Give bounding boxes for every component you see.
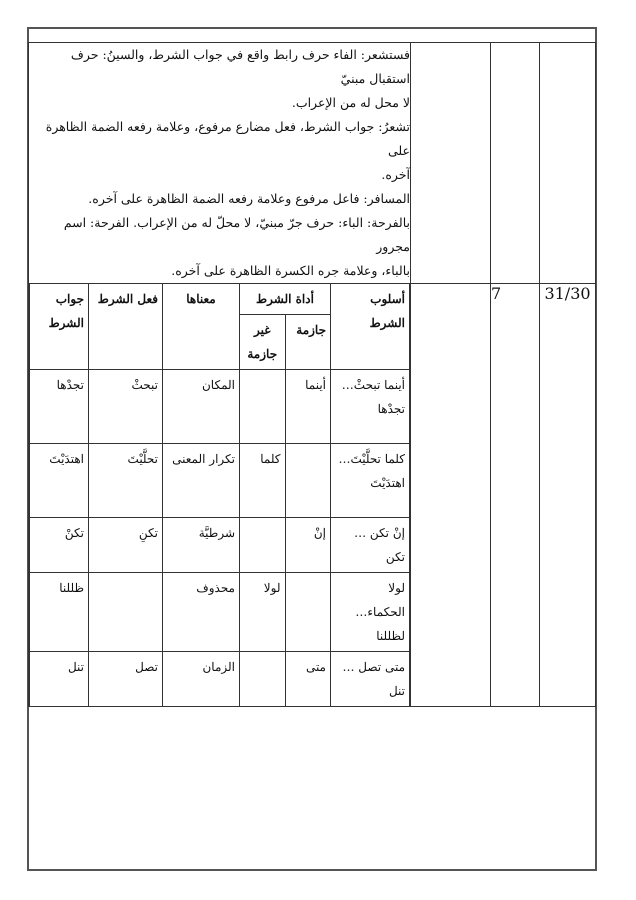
blank-cell: [411, 284, 491, 707]
table-row: [30, 518, 410, 573]
explanation-line: فستشعر: الفاء حرف رابط واقع في جواب الشرط، والسينُ: حرف استقبال مبنيّ: [70, 47, 410, 86]
header-ghair-jazima: غير جازمة: [240, 315, 286, 370]
explanation-cell: [29, 43, 411, 284]
cell-answer: ظللنا: [30, 573, 89, 652]
cell-meaning: المكان: [163, 370, 240, 444]
cell-ghair-jazima: لولا: [240, 573, 286, 652]
answer-key-table: [28, 42, 596, 707]
header-verb: فعل الشرط: [89, 284, 163, 370]
header-style: أسلوب الشرط: [331, 284, 410, 370]
condition-table: [29, 284, 410, 706]
table-row: [30, 370, 410, 444]
cell-verb: تبحثْ: [89, 370, 163, 444]
cell-meaning: شرطيَّة: [163, 518, 240, 573]
cell-answer: اهتدَيْتَ: [30, 444, 89, 518]
cell-jazima: [285, 444, 331, 518]
table-row: [30, 652, 410, 707]
cell-answer: تنل: [30, 652, 89, 707]
blank-cell: [411, 43, 491, 284]
cell-answer: تجدْها: [30, 370, 89, 444]
cell-meaning: محذوف: [163, 573, 240, 652]
explanation-line: بالفرحة: الباء: حرف جرّ مبنيّ، لا محلّ له من الإعراب. الفرحة: اسم مجرور: [63, 215, 410, 254]
cell-answer: تكنْ: [30, 518, 89, 573]
cell-ghair-jazima: كلما: [240, 444, 286, 518]
answer-row-explanation: [29, 43, 596, 284]
table-row: [30, 444, 410, 518]
page-cell: [540, 43, 596, 284]
explanation-line: المسافر: فاعل مرفوع وعلامة رفعه الضمة الظاهرة على آخره.: [88, 191, 410, 206]
explanation-line: آخره.: [381, 167, 410, 182]
cell-jazima: إنْ: [285, 518, 331, 573]
header-meaning: معناها: [163, 284, 240, 370]
cell-meaning: الزمان: [163, 652, 240, 707]
cell-style: متى تصل … تنل: [331, 652, 410, 707]
cell-jazima: متى: [285, 652, 331, 707]
answer-row-7: [29, 284, 596, 707]
question-number: 7: [491, 284, 540, 707]
cell-verb: [89, 573, 163, 652]
table-cell: [29, 284, 411, 707]
table-row: [30, 573, 410, 652]
cell-ghair-jazima: [240, 370, 286, 444]
mark-cell: [491, 43, 540, 284]
cell-verb: تحلَّيْتَ: [89, 444, 163, 518]
cell-jazima: أينما: [285, 370, 331, 444]
header-row: [30, 284, 410, 315]
cell-verb: تكنِ: [89, 518, 163, 573]
explanation-line: بالباء، وعلامة جره الكسرة الظاهرة على آخره.: [171, 263, 410, 278]
cell-ghair-jazima: [240, 652, 286, 707]
header-jazima: جازمة: [285, 315, 331, 370]
header-answer: جواب الشرط: [30, 284, 89, 370]
page-range: 31/30: [540, 284, 596, 707]
cell-ghair-jazima: [240, 518, 286, 573]
cell-style: إنْ تكن … تكن: [331, 518, 410, 573]
cell-jazima: [285, 573, 331, 652]
cell-meaning: تكرار المعنى: [163, 444, 240, 518]
explanation-line: تشعرُ: جواب الشرط، فعل مضارع مرفوع، وعلامة رفعه الضمة الظاهرة على: [45, 119, 410, 158]
header-tool: أداة الشرط: [240, 284, 331, 315]
explanation-line: لا محل له من الإعراب.: [291, 95, 410, 110]
cell-style: لولا الحكماء… لظللنا: [331, 573, 410, 652]
cell-style: كلما تحلَّيْتَ… اهتدَيْتَ: [331, 444, 410, 518]
cell-verb: تصل: [89, 652, 163, 707]
cell-style: أينما تبحثْ… تجدْها: [331, 370, 410, 444]
